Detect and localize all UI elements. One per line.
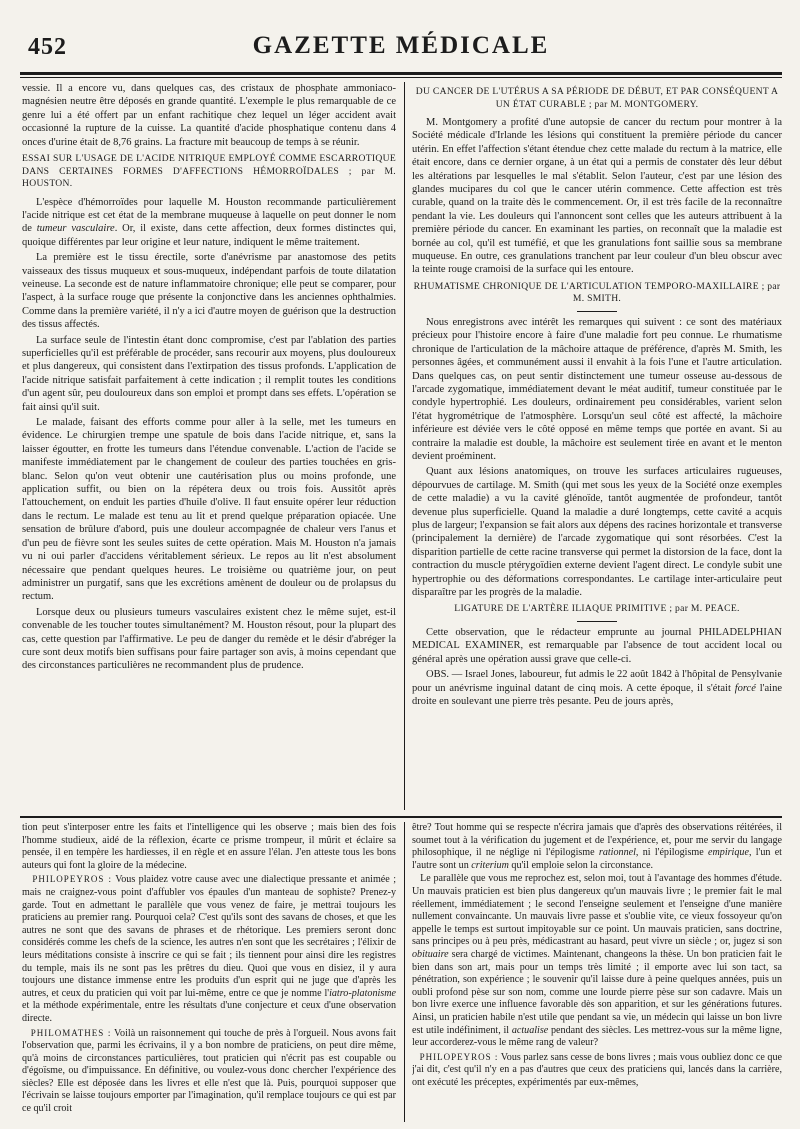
paragraph: Cette observation, que le rédacteur emprunte au journal PHILADELPHIAN MEDICAL EXAMINER, est remarquable par l'absence de tout accident local ou général après une opération aussi grave que celle-ci. bbox=[412, 626, 782, 665]
page-number: 452 bbox=[28, 34, 67, 60]
paragraph: La surface seule de l'intestin étant donc compromise, c'est par l'ablation des parties superficielles qu'il est préférable de procéder, sans recourir aux moyens, plus douloureux et plus dangereux, qui consistent dans l'extirpation des tissus profonds. L'application de l'acide nitrique satisfait parfaitement à cette indication ; il remplit toutes les conditions d'un agent sûr, peu douloureux dans son emploi et prompt dans ses effets. L'opération se fait ainsi qu'il suit. bbox=[22, 334, 396, 413]
paragraph: tion peut s'interposer entre les faits et l'intelligence qui les observe ; mais bien des fois l'homme studieux, aidé de la réflexion, écarte ce prisme trompeur, il mûrit et éclaire sa pensée, il en tempère les hardiesses, il en règle et en assure l'élan. J'en atteste tous les bons auteurs qui font la gloire de la médecine. bbox=[22, 822, 396, 871]
article-heading-ligature: LIGATURE DE L'ARTÈRE ILIAQUE PRIMITIVE ; par M. PEACE. bbox=[454, 603, 740, 615]
paragraph: vessie. Il a encore vu, dans quelques cas, des cristaux de phosphate ammoniaco-magnésien neutre être déposés en grande quantité. L'exemple le plus remarquable de ce genre lui a été offert par un enfant rachitique chez lequel un léger accident avait occasionné la rupture de la cuisse. La quantité d'acide phosphatique contenu dans 4 onces d'urine était de 8,76 grains. La fracture mit beaucoup de temps à se réunir. bbox=[22, 83, 396, 148]
speaker-name: PHILOMATHES : bbox=[30, 1027, 112, 1038]
speaker-name: PHILOPEYROS : bbox=[32, 874, 112, 885]
section-rule bbox=[20, 816, 782, 818]
article-heading-uterine-cancer: DU CANCER DE L'UTÉRUS A SA PÉRIODE DE DÉBUT, ET PAR CONSÉQUENT A UN ÉTAT CURABLE ; par M. MONTGOMERY. bbox=[415, 86, 779, 110]
dialogue-paragraph: PHILOPEYROS : Vous plaidez votre cause avec une dialectique pressante et animée ; mais ne craignez-vous point d'affubler vos épaules d'un manteau de sophiste? Prenez-y garde. Tout en admettant le parallèle que vous venez de faire, je mettrai toujours les praticiens au premier rang. Pourquoi cela? C'est qu'ils sont des savans de choses, et que les autres ne sont que des savans de phrases et de rhétorique. Les premiers seront donc considérés comme les chefs de la science, les autres n'en sont que les secrétaires ; l'élixir de leurs méditations consiste à inscrire ce qui se fait ; ils tiennent pour ainsi dire les registres du temple, mais ils ne sont pas les prêtres du dieu. Quoi que vous en disiez, il y aura toujours une distance immense entre les produits d'un esprit qui ne juge que d'après les autres, et ceux du praticien qui voit par lui-même, entre ce que je nomme l'iatro-platonisme et la méthode expérimentale, entre les résultats d'une conjecture et ceux d'une observation directe. bbox=[22, 874, 396, 1024]
paragraph: Quant aux lésions anatomiques, on trouve les surfaces articulaires rugueuses, dépourvues de cartilage. M. Smith (qui met sous les yeux de la Société onze exemples de cette maladie) a vu la cavité glénoïde, tantôt augmentée de profondeur, tantôt devenue plus superficielle. Quand la maladie a duré longtemps, cette cavité a acquis plus de largeur; l'expansion se fait alors aux dépens des racines horizontale et transverse (principalement la dernière) de l'arcade zygomatique qui sont résorbées. C'est la disparition partielle de cette racine transverse qui permet la distorsion de la face, dont la contraction du muscle ptérygoïdien externe devient l'agent direct. Le condyle subit une hypertrophie ou des déformations correspondantes. Le cartilage inter-articulaire peut disparaître par les progrès de la maladie. bbox=[412, 466, 782, 598]
journal-title: GAZETTE MÉDICALE bbox=[252, 32, 550, 59]
paragraph: L'espèce d'hémorroïdes pour laquelle M. Houston recommande particulièrement l'acide nitrique est cet état de la membrane muqueuse à laquelle on peut donner le nom de tumeur vasculaire. Or, il existe, dans cette affection, deux formes distinctes qui, quoique différentes par leur origine et leur nature, indiquent le même traitement. bbox=[22, 196, 396, 248]
column-divider bbox=[404, 82, 405, 810]
paragraph: M. Montgomery a profité d'une autopsie de cancer du rectum pour montrer à la Société médicale d'Irlande les lésions qui constituent la première période du cancer utérin. En effet l'affection s'étant étendue chez cette malade du rectum à la matrice, elle était encore, dans ce dernier organe, à un état qui a permis de constater dès leur début les altérations par lesquelles le mal s'établit. Selon l'auteur, c'est par une lésion des glandes mucipares du col que le cancer utérin commence. Cette affection est très curable, quand on la traite dès le commencement. Or, il est très facile de la reconnaître pendant la vie. Les douleurs qui l'annoncent sont celles que les auteurs attribuent à la première période du cancer. En examinant les parties, on reconnaît que la maladie est bornée au col, qu'il est tuméfié, et que les granulations font saillie sous sa membrane muqueuse. En outre, ces granulations tranchent par leur couleur d'un bleu obscur avec la teinte rouge cramoisi de la surface qui les entoure. bbox=[412, 117, 782, 276]
heading-divider bbox=[577, 311, 617, 312]
right-column bbox=[412, 82, 782, 810]
paragraph: Le parallèle que vous me reprochez est, selon moi, tout à l'avantage des hommes d'étude. Un mauvais praticien est bien plus dangereux qu'un mauvais livre ; le premier fait le mal réellement, immédiatement ; le second l'enseigne seulement et l'enseigne d'une manière nullement convaincante. Un mauvais livre passe et s'oublie vite, ce vieux fossoyeur qu'on appelle le temps est surtout impitoyable sur ce point. Un mauvais praticien, sans doctrine, sans principes ou à peu près, médicastrant au hasard, peut vivre un siècle ; or, jugez si son obituaire sera chargé de victimes. Maintenant, changeons la thèse. Un bon praticien fait le bien dans son art, mais pour un temps très limité ; il emporte avec lui son tact, sa pénétration, son expérience ; le souvenir qu'il laisse dure à peine quelques années, puis un oubli profond pèse sur son nom, comme une lourde pierre pèse sur son cadavre. Mais un bon livre exerce une influence favorable dès son apparition, et sur les générations futures. Ainsi, un praticien habile n'est utile que pendant sa vie, un médecin qui laisse un bon livre est utile indéfiniment, il actualise pendant des siècles. Les mettrez-vous sur la même ligne, leur accorderez-vous le même rang de valeur? bbox=[412, 873, 782, 1049]
paragraph: Lorsque deux ou plusieurs tumeurs vasculaires existent chez le même sujet, est-il convenable de les toucher toutes simultanément? M. Houston résout, pour la plupart des cas, cette question par l'affirmative. Le peu de danger du remède et le désir d'abréger la cure sont deux motifs bien suffisans pour faire partager son avis, à moins cependant que des circonstances particulières ne recommandent plus de prudence. bbox=[22, 606, 396, 672]
heading-divider bbox=[577, 621, 617, 622]
bottom-right-column bbox=[412, 822, 782, 1122]
paragraph: être? Tout homme qui se respecte n'écrira jamais que d'après des observations réitérées, il soumet tout à la vérification du jugement et de l'expérience, et, pour me servir du langage philosophique, il ne néglige ni l'épilogisme rationnel, ni l'épilogisme empirique, l'un et l'autre sont un criterium qu'il emploie selon la circonstance. bbox=[412, 822, 782, 871]
article-heading-rheumatism: RHUMATISME CHRONIQUE DE L'ARTICULATION TEMPORO-MAXILLAIRE ; par M. SMITH. bbox=[413, 280, 781, 305]
page-header bbox=[20, 28, 782, 68]
paragraph: La première est le tissu érectile, sorte d'anévrisme par anastomose des petits vaisseaux des tissus muqueux et sous-muqueux, indépendant parfois de toute dilatation veineuse. La seconde est de nature inflammatoire chronique; elle peut se comparer, pour l'aspect, à la surface rouge que présente la conjonctive dans les anciennes ophthalmies. Comme dans la première variété, il n'y a ici d'autre moyen de guérison que la destruction des tissus affectés. bbox=[22, 252, 396, 331]
header-rule-thin bbox=[20, 77, 782, 78]
left-column bbox=[22, 82, 396, 810]
dialogue-paragraph: PHILOPEYROS : Vous parlez sans cesse de bons livres ; mais vous oubliez donc ce que j'ai dit, c'est qu'il n'y en a pas d'autres que ceux des praticiens qui, lancés dans la carrière, ont exécuté les préceptes, expérimentés par eux-mêmes, bbox=[412, 1051, 782, 1088]
header-rule-thick bbox=[20, 72, 782, 75]
article-heading-nitric-acid: ESSAI SUR L'USAGE DE L'ACIDE NITRIQUE EMPLOYÉ COMME ESCARROTIQUE DANS CERTAINES FORMES D'AFFECTIONS HÉMORROÏDALES ; par M. HOUSTON. bbox=[22, 153, 396, 190]
speaker-name: PHILOPEYROS : bbox=[419, 1051, 499, 1062]
bottom-left-column bbox=[22, 822, 396, 1122]
paragraph: Le malade, faisant des efforts comme pour aller à la selle, met les tumeurs en évidence. Le chirurgien trempe une spatule de bois dans l'acide nitrique, et, sans la laisser égoutter, en frotte les tumeurs dans l'étendue convenable. L'action de l'acide se manifeste immédiatement par le changement de couleur des parties touchées en gris-blanc. Selon qu'on veut obtenir une cautérisation plus ou moins profonde, une application suffit, ou bien on la répétera deux ou trois fois. Aussitôt après l'attouchement, on enduit les parties d'huile d'olive. Il faut ensuite opérer leur réduction dans le rectum. Le malade est tenu au lit et prend quelque préparation opiacée. Une sensation de brûlure d'abord, puis une douleur accompagnée de chaleur vers l'anus et d'un peu de fièvre sont les seules suites de cette opération. Mais M. Houston n'a jamais vu ni oui parler d'accidens véritablement sérieux. Le repos au lit n'est absolument nécessaire que pendant quelques heures. Le troisième ou quatrième jour, on peut administrer un purgatif, sans que les excrétions amènent de douleur ou de prolapsus du rectum. bbox=[22, 417, 396, 603]
column-divider bbox=[404, 822, 405, 1122]
paragraph: Nous enregistrons avec intérêt les remarques qui suivent : ce sont des matériaux précieux pour l'histoire encore à faire d'une maladie fort peu connue. Le rhumatisme chronique de l'articulation de la mâchoire attaque de préférence, d'après M. Smith, les personnes âgées, et communément aussi il envahit à la fois l'une et l'autre articulation. Dans quelques cas, on peut sentir distinctement une tumeur osseuse au-dessous de l'arcade zygomatique, immédiatement devant le méat auditif, tumeur constituée par le condyle hypertrophié. Les douleurs, ordinairement peu considérables, varient selon l'état hygrométrique de l'atmosphère. Lorsqu'un seul côté est affecté, la mâchoire inférieure est déviée vers le côté opposé en même temps que portée en avant. Si au contraire la maladie est double, la mâchoire est seulement tirée en avant et le menton devient proéminent. bbox=[412, 316, 782, 462]
dialogue-paragraph: PHILOMATHES : Voilà un raisonnement qui touche de près à l'orgueil. Nous avons fait l'observation que, parmi les écrivains, il y a bon nombre de praticiens, on peut dire même, qu'à moins de circonstances particulières, tout praticien qui n'écrit pas est coupable ou d'égoïsme, ou d'impuissance. En définitive, ou voulez-vous donc chercher l'expérience des siècles? Elle est déposée dans les livres et elle n'est que là. Puis, pourquoi supposer que l'écrivain se laisse toujours emporter par l'imagination, qu'il remplace toujours ce qui est par ce qu'il croit bbox=[22, 1027, 396, 1115]
paragraph: OBS. — Israel Jones, laboureur, fut admis le 22 août 1842 à l'hôpital de Pensylvanie pour un anévrisme inguinal datant de cinq mois. A cette époque, il s'était forcé l'aine droite en soulevant une pierre très pesante. Peu de jours après, bbox=[412, 669, 782, 707]
